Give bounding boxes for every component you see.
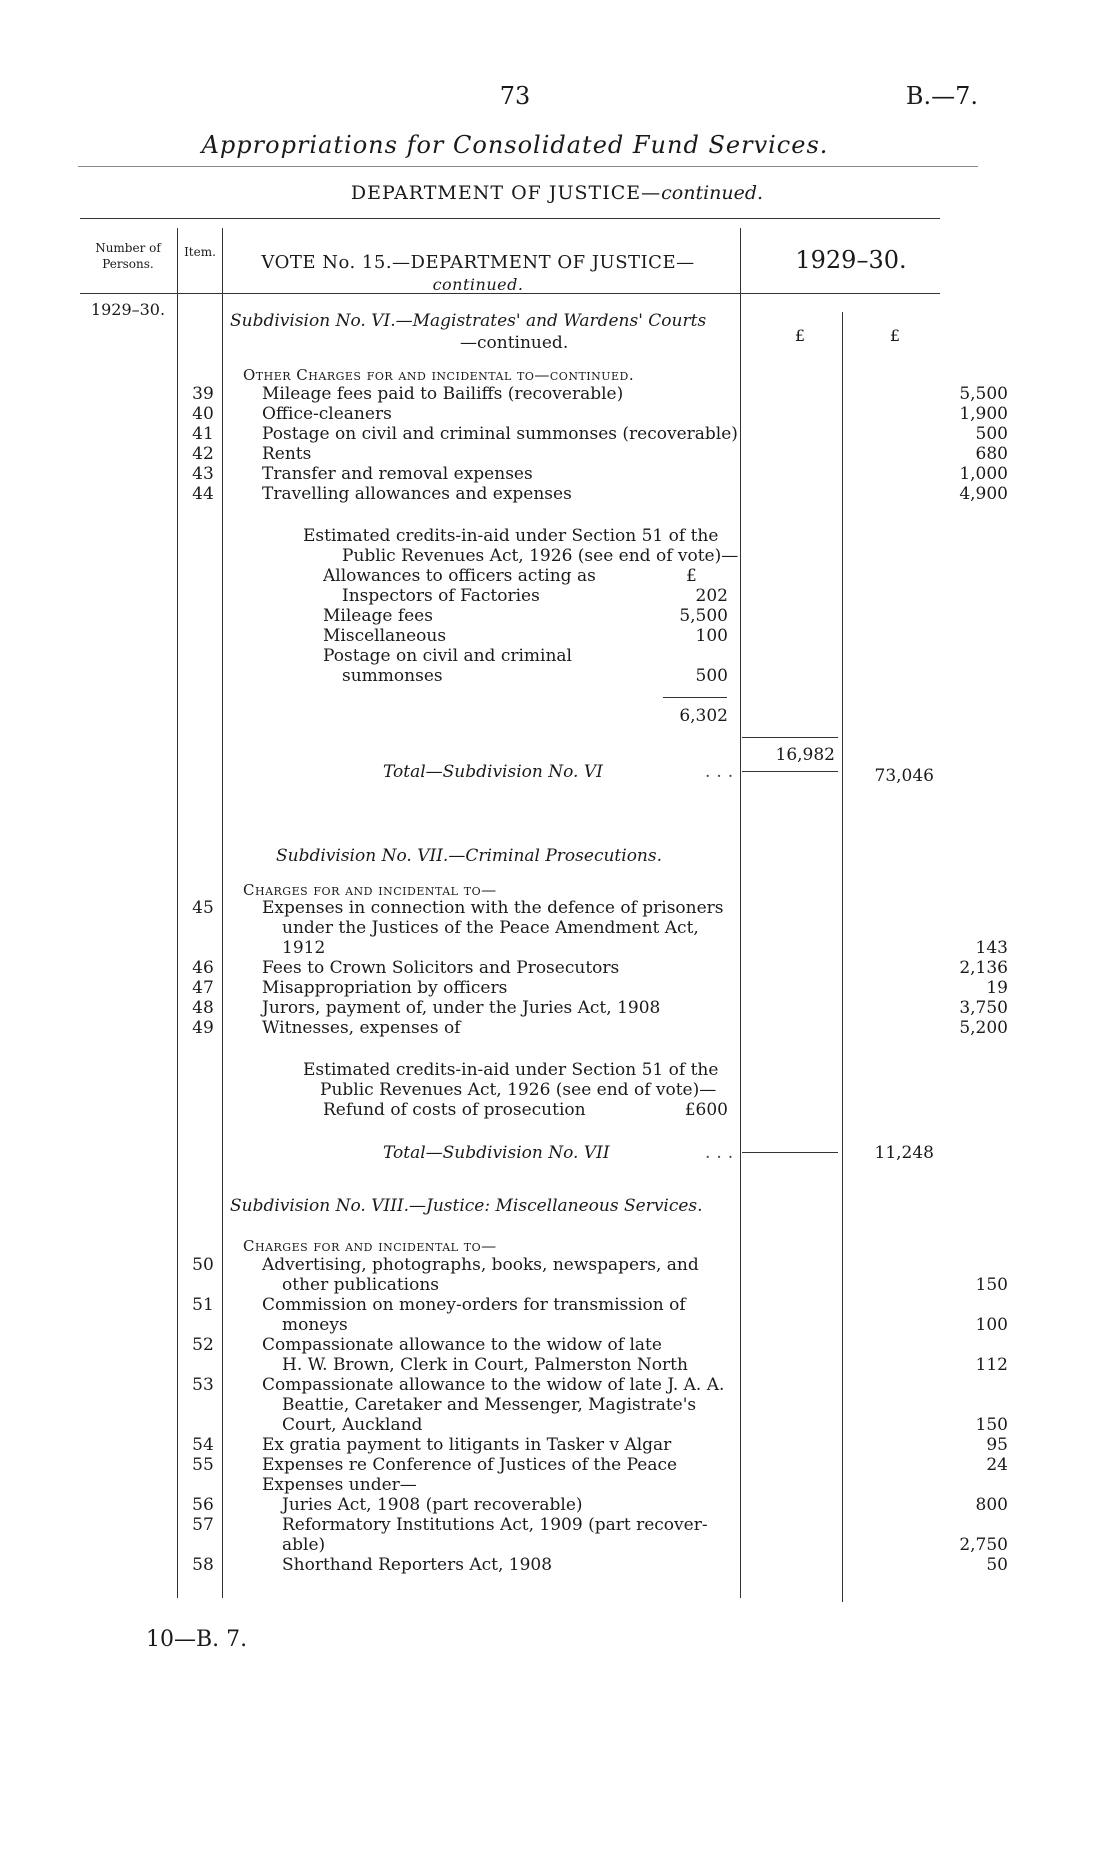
item-label: Expenses under— bbox=[262, 1475, 417, 1495]
sub8-item-row bbox=[180, 1375, 940, 1395]
item-label: Shorthand Reporters Act, 1908 bbox=[282, 1555, 553, 1575]
sub8-charges-heading: Charges for and incidental to— bbox=[243, 1237, 497, 1255]
item-amount: 2,136 bbox=[959, 958, 1008, 978]
item-number: 46 bbox=[192, 958, 214, 978]
item-label: Commission on money-orders for transmission of bbox=[262, 1295, 686, 1315]
item-amount: 2,750 bbox=[959, 1535, 1008, 1555]
vote-title: VOTE No. 15.—DEPARTMENT OF JUSTICE— continued. bbox=[261, 252, 695, 294]
item-amount: 24 bbox=[986, 1455, 1008, 1475]
sub8-item-row bbox=[180, 1295, 940, 1315]
item-amount: 1,900 bbox=[959, 404, 1008, 424]
item-amount: 5,200 bbox=[959, 1018, 1008, 1038]
item-number: 50 bbox=[192, 1255, 214, 1275]
item-label: Transfer and removal expenses bbox=[262, 464, 533, 484]
item-label: Fees to Crown Solicitors and Prosecutors bbox=[262, 958, 620, 978]
item-label: Compassionate allowance to the widow of late J. A. A. bbox=[262, 1375, 725, 1395]
credit-label: summonses bbox=[342, 666, 443, 686]
sub7-credits-line3: Refund of costs of prosecution bbox=[323, 1100, 586, 1120]
item-amount: 100 bbox=[975, 1315, 1008, 1335]
item-amount: 143 bbox=[975, 938, 1008, 958]
sub6-credits-total: 6,302 bbox=[679, 706, 728, 726]
sub8-item-row bbox=[180, 1395, 940, 1415]
item-number: 58 bbox=[192, 1555, 214, 1575]
item-number: 57 bbox=[192, 1515, 214, 1535]
sub7-item-row bbox=[180, 958, 1008, 978]
item-amount: 19 bbox=[986, 978, 1008, 998]
page-number: 73 bbox=[499, 82, 531, 110]
item-label: Rents bbox=[262, 444, 312, 464]
item-label: Court, Auckland bbox=[282, 1415, 423, 1435]
sub7-item-row bbox=[180, 998, 1008, 1018]
item-number: 52 bbox=[192, 1335, 214, 1355]
sub6-credits-line1: Estimated credits-in-aid under Section 51 of the bbox=[303, 526, 719, 546]
item-amount: 95 bbox=[986, 1435, 1008, 1455]
sub6-charges-heading: Other Charges for and incidental to—continued. bbox=[243, 366, 635, 384]
sub6-total-leader: ... bbox=[705, 762, 740, 782]
credit-amount: 202 bbox=[695, 586, 728, 606]
sub8-item-row bbox=[180, 1475, 940, 1495]
department-heading: DEPARTMENT OF JUSTICE—continued. bbox=[350, 182, 764, 204]
sub8-item-row bbox=[180, 1555, 1008, 1575]
sub7-heading: Subdivision No. VII.—Criminal Prosecutions. bbox=[276, 846, 663, 866]
persons-year: 1929–30. bbox=[90, 300, 166, 319]
sub6-credit-row bbox=[323, 646, 728, 666]
item-amount: 680 bbox=[975, 444, 1008, 464]
sub6-credit-row bbox=[323, 606, 728, 626]
sub6-credit-row bbox=[342, 586, 728, 606]
item-number: 41 bbox=[192, 424, 214, 444]
item-number: 40 bbox=[192, 404, 214, 424]
credit-amount: 5,500 bbox=[679, 606, 728, 626]
item-number: 45 bbox=[192, 898, 214, 918]
sub6-credits-line2: Public Revenues Act, 1926 (see end of vote)— bbox=[342, 546, 739, 566]
item-amount: 3,750 bbox=[959, 998, 1008, 1018]
sub7-item-row bbox=[180, 918, 940, 938]
item-label: Witnesses, expenses of bbox=[262, 1018, 461, 1038]
item-amount: 4,900 bbox=[959, 484, 1008, 504]
money-header-rule bbox=[742, 293, 939, 294]
item-amount: 1,000 bbox=[959, 464, 1008, 484]
sub7-total-rule bbox=[742, 1152, 838, 1153]
title-rule bbox=[78, 166, 978, 167]
sub7-grand-total: 11,248 bbox=[874, 1143, 934, 1163]
report-code: B.—7. bbox=[905, 82, 978, 110]
sub6-heading: Subdivision No. VI.—Magistrates' and Wardens' Courts —continued. bbox=[230, 311, 707, 353]
sub6-subtotal-rule-bottom bbox=[742, 771, 838, 772]
item-number: 49 bbox=[192, 1018, 214, 1038]
pound-symbol-items: £ bbox=[794, 326, 806, 345]
item-amount: 5,500 bbox=[959, 384, 1008, 404]
sub8-item-row bbox=[180, 1515, 940, 1535]
sub6-subtotal-rule-top bbox=[742, 737, 838, 738]
item-amount: 50 bbox=[986, 1555, 1008, 1575]
sub6-item-row bbox=[180, 484, 1008, 504]
item-label: other publications bbox=[282, 1275, 440, 1295]
sub6-item-row bbox=[180, 404, 1008, 424]
sub8-item-row bbox=[180, 1315, 1008, 1335]
credit-amount: 500 bbox=[695, 666, 728, 686]
sub8-item-row bbox=[180, 1355, 1008, 1375]
page-title: Appropriations for Consolidated Fund Services. bbox=[201, 131, 829, 159]
item-label: Postage on civil and criminal summonses (recoverable) bbox=[262, 424, 738, 444]
item-label: Ex gratia payment to litigants in Tasker v Algar bbox=[262, 1435, 672, 1455]
item-label: Jurors, payment of, under the Juries Act, 1908 bbox=[262, 998, 661, 1018]
item-number: 44 bbox=[192, 484, 214, 504]
table-top-rule bbox=[80, 218, 940, 219]
sub6-total-label: Total—Subdivision No. VI bbox=[383, 762, 603, 782]
item-label: Beattie, Caretaker and Messenger, Magistrate's bbox=[282, 1395, 697, 1415]
sub7-total-label: Total—Subdivision No. VII bbox=[383, 1143, 610, 1163]
sub8-item-row bbox=[180, 1275, 1008, 1295]
sub6-credits-line3: Allowances to officers acting as bbox=[323, 566, 596, 586]
credit-label: Postage on civil and criminal bbox=[323, 646, 572, 666]
item-number: 51 bbox=[192, 1295, 214, 1315]
sub8-item-row bbox=[180, 1435, 1008, 1455]
item-header: Item. bbox=[184, 245, 216, 259]
item-label: Expenses in connection with the defence of prisoners bbox=[262, 898, 724, 918]
sub6-item-row bbox=[180, 384, 1008, 404]
item-label: 1912 bbox=[282, 938, 326, 958]
item-label: Reformatory Institutions Act, 1909 (part recover- bbox=[282, 1515, 708, 1535]
item-amount: 800 bbox=[975, 1495, 1008, 1515]
sub7-item-row bbox=[180, 1018, 1008, 1038]
item-amount: 150 bbox=[975, 1415, 1008, 1435]
credit-label: Mileage fees bbox=[323, 606, 433, 626]
item-number: 39 bbox=[192, 384, 214, 404]
item-label: Expenses re Conference of Justices of the Peace bbox=[262, 1455, 678, 1475]
item-amount: 150 bbox=[975, 1275, 1008, 1295]
item-amount: 112 bbox=[975, 1355, 1008, 1375]
item-label: Travelling allowances and expenses bbox=[262, 484, 572, 504]
item-number: 43 bbox=[192, 464, 214, 484]
persons-header: Number of Persons. bbox=[95, 241, 161, 271]
item-label: moneys bbox=[282, 1315, 348, 1335]
sub6-item-row bbox=[180, 424, 1008, 444]
credit-label: Inspectors of Factories bbox=[342, 586, 540, 606]
sub7-credits-amount: £600 bbox=[684, 1100, 728, 1120]
sub6-grand-total: 73,046 bbox=[874, 766, 934, 786]
sub7-item-row bbox=[180, 978, 1008, 998]
sub7-credits-line2: Public Revenues Act, 1926 (see end of vote)— bbox=[320, 1080, 717, 1100]
sub7-credits-line1: Estimated credits-in-aid under Section 51 of the bbox=[303, 1060, 719, 1080]
sub8-heading: Subdivision No. VIII.—Justice: Miscellaneous Services. bbox=[230, 1196, 703, 1216]
item-label: Compassionate allowance to the widow of late bbox=[262, 1335, 662, 1355]
sub8-item-row bbox=[180, 1455, 1008, 1475]
pound-symbol-totals: £ bbox=[889, 326, 901, 345]
sub6-item-row bbox=[180, 464, 1008, 484]
sub7-item-row bbox=[180, 898, 940, 918]
year-header: 1929–30. bbox=[795, 246, 907, 274]
sub8-item-row bbox=[180, 1495, 1008, 1515]
sub6-credits-rule bbox=[663, 697, 727, 698]
item-label: Advertising, photographs, books, newspapers, and bbox=[262, 1255, 699, 1275]
sub6-subtotal: 16,982 bbox=[775, 745, 835, 765]
item-number: 54 bbox=[192, 1435, 214, 1455]
item-amount: 500 bbox=[975, 424, 1008, 444]
item-label: Mileage fees paid to Bailiffs (recoverable) bbox=[262, 384, 624, 404]
item-label: Misappropriation by officers bbox=[262, 978, 508, 998]
item-number: 48 bbox=[192, 998, 214, 1018]
item-number: 56 bbox=[192, 1495, 214, 1515]
sub7-item-row bbox=[180, 938, 1008, 958]
item-number: 53 bbox=[192, 1375, 214, 1395]
item-label: under the Justices of the Peace Amendment Act, bbox=[282, 918, 699, 938]
sub6-credit-row bbox=[323, 626, 728, 646]
credit-label: Miscellaneous bbox=[323, 626, 447, 646]
page-footer: 10—B. 7. bbox=[146, 1627, 248, 1652]
item-header-rule bbox=[180, 293, 222, 294]
item-label: Office-cleaners bbox=[262, 404, 392, 424]
item-label: H. W. Brown, Clerk in Court, Palmerston North bbox=[282, 1355, 688, 1375]
sub8-item-row bbox=[180, 1335, 940, 1355]
persons-divider bbox=[177, 228, 178, 1598]
sub6-credit-row bbox=[342, 666, 728, 686]
sub8-item-row bbox=[180, 1415, 1008, 1435]
sub7-total-leader: ... bbox=[705, 1143, 740, 1163]
item-number: 42 bbox=[192, 444, 214, 464]
sub6-credits-pound: £ bbox=[686, 566, 697, 586]
credit-amount: 100 bbox=[695, 626, 728, 646]
item-number: 47 bbox=[192, 978, 214, 998]
sub8-item-row bbox=[180, 1535, 1008, 1555]
sub7-charges-heading: Charges for and incidental to— bbox=[243, 881, 497, 899]
item-label: Juries Act, 1908 (part recoverable) bbox=[282, 1495, 583, 1515]
sub6-item-row bbox=[180, 444, 1008, 464]
item-label: able) bbox=[282, 1535, 326, 1555]
item-number: 55 bbox=[192, 1455, 214, 1475]
sub8-item-row bbox=[180, 1255, 940, 1275]
